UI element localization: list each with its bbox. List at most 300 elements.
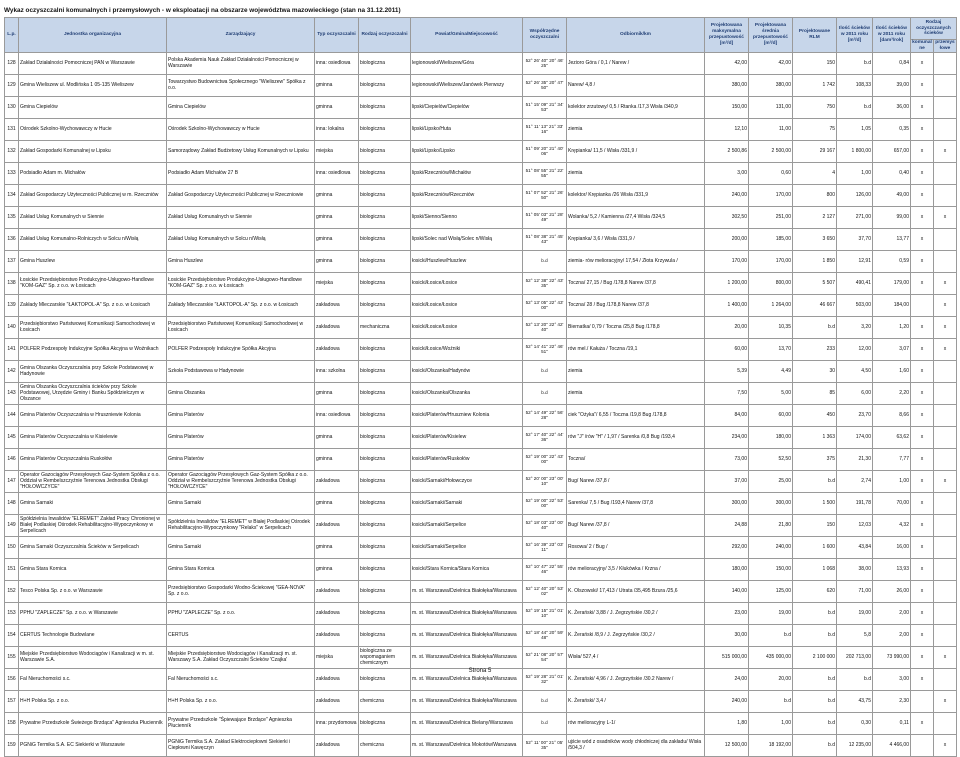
cell-rlm: 75 bbox=[793, 118, 837, 140]
cell-jednostka: Zakład Działalności Pomocniczej PAN w Warszawie bbox=[19, 52, 167, 74]
cell-przemyslowe bbox=[934, 448, 957, 470]
cell-proj-sr: 1 264,00 bbox=[749, 294, 793, 316]
cell-powiat: łosicki/Platerów/Ruskołów bbox=[411, 448, 523, 470]
cell-zarzadzajacy: Ośrodek Szkolno-Wychowawczy w Hucie bbox=[167, 118, 315, 140]
cell-rodzaj: biologiczna bbox=[359, 536, 411, 558]
cell-powiat: łosicki/Łosice/Łosice bbox=[411, 272, 523, 294]
cell-wspolrzedne: 51° 09' 20'' 21° 40' 06'' bbox=[523, 140, 567, 162]
table-row bbox=[5, 74, 957, 96]
cell-zarzadzajacy: Gmina Ciepielów bbox=[167, 96, 315, 118]
cell-przemyslowe bbox=[934, 382, 957, 404]
cell-rlm: 29 167 bbox=[793, 140, 837, 162]
cell-przemyslowe bbox=[934, 52, 957, 74]
cell-przemyslowe bbox=[934, 250, 957, 272]
cell-sciekow-dam3: 0,35 bbox=[873, 118, 911, 140]
cell-sciekow-m3: 174,00 bbox=[837, 426, 873, 448]
cell-wspolrzedne: 52° 17' 40'' 22° 44' 36'' bbox=[523, 426, 567, 448]
cell-sciekow-dam3: 8,66 bbox=[873, 404, 911, 426]
cell-powiat: łosicki/Sarnaki/Serpelice bbox=[411, 536, 523, 558]
cell-proj-max: 200,00 bbox=[705, 228, 749, 250]
cell-odbiornik: rów melioracyjny/ 3,5 / Kłukówka / Krzna / bbox=[567, 558, 705, 580]
table-row bbox=[5, 338, 957, 360]
cell-odbiornik: ciek "Ożyka"/ 6,55 / Toczna /19,8 Bug /178,8 bbox=[567, 404, 705, 426]
cell-proj-sr: 150,00 bbox=[749, 558, 793, 580]
cell-przemyslowe: x bbox=[934, 206, 957, 228]
cell-zarzadzajacy: PPHU "ZAPLECZE" Sp. z o.o. bbox=[167, 602, 315, 624]
cell-rlm: 620 bbox=[793, 580, 837, 602]
cell-jednostka: Gmina Platerów Oczyszczalnia Ruskołów bbox=[19, 448, 167, 470]
cell-typ: inna: osiedlowa bbox=[315, 404, 359, 426]
cell-sciekow-dam3: 3,00 bbox=[873, 668, 911, 690]
cell-zarzadzajacy: Przedsiębiorstwo Gospodarki Wodno-Ściekowej "GEA-NOVA" Sp. z o.o. bbox=[167, 580, 315, 602]
cell-odbiornik: Toczna/ bbox=[567, 448, 705, 470]
cell-rodzaj: biologiczna bbox=[359, 206, 411, 228]
cell-powiat: lipski/Rzeczniów/Rzeczniów bbox=[411, 184, 523, 206]
cell-sciekow-m3: 1,00 bbox=[837, 162, 873, 184]
cell-wspolrzedne: 51° 08' 38'' 21° 45' 43'' bbox=[523, 228, 567, 250]
cell-zarzadzajacy: Gmina Platerów bbox=[167, 404, 315, 426]
cell-zarzadzajacy: PGNiG Termika S.A. Zakład Elektrociepłowni Siekierki i Ciepłowni Kawęczyn bbox=[167, 734, 315, 756]
cell-sciekow-dam3: 99,00 bbox=[873, 206, 911, 228]
cell-rlm: b.d bbox=[793, 668, 837, 690]
cell-rodzaj: biologiczna bbox=[359, 294, 411, 316]
cell-powiat: łosicki/Huszlew/Huszlew bbox=[411, 250, 523, 272]
cell-komunalne: x bbox=[911, 272, 934, 294]
cell-jednostka: POLFER Podzespoły Indukcyjne Spółka Akcyjna w Woźnikach bbox=[19, 338, 167, 360]
col-header-typ: Typ oczyszczalni bbox=[315, 18, 359, 53]
cell-odbiornik: Rosowa/ 2 / Bug / bbox=[567, 536, 705, 558]
cell-proj-max: 1 200,00 bbox=[705, 272, 749, 294]
cell-wspolrzedne: 52° 14' 41'' 22° 46' 51'' bbox=[523, 338, 567, 360]
cell-typ: gminna bbox=[315, 536, 359, 558]
cell-sciekow-m3: b.d bbox=[837, 96, 873, 118]
cell-przemyslowe bbox=[934, 426, 957, 448]
cell-jednostka: Fal Nieruchomości s.c. bbox=[19, 668, 167, 690]
cell-lp: 154 bbox=[5, 624, 19, 646]
cell-komunalne: x bbox=[911, 404, 934, 426]
document-title: Wykaz oczyszczalni komunalnych i przemysłowych - w eksploatacji na obszarze województwa mazowieckiego (stan na 31.12.2011) bbox=[4, 7, 401, 14]
cell-proj-max: 170,00 bbox=[705, 250, 749, 272]
cell-komunalne: x bbox=[911, 668, 934, 690]
cell-sciekow-dam3: 2,00 bbox=[873, 602, 911, 624]
cell-sciekow-m3: 1,05 bbox=[837, 118, 873, 140]
cell-powiat: lipski/Sienno/Sienno bbox=[411, 206, 523, 228]
cell-odbiornik: ujście wód z osadników wody chłodniczej dla zakładu/ Wisła /504,3 / bbox=[567, 734, 705, 756]
cell-wspolrzedne: 51° 15' 09'' 21° 34' 53'' bbox=[523, 96, 567, 118]
cell-proj-max: 20,00 bbox=[705, 316, 749, 338]
cell-typ: inna: lokalna bbox=[315, 118, 359, 140]
cell-powiat: m. st. Warszawa/Dzielnica Białołęka/Warszawa bbox=[411, 668, 523, 690]
cell-odbiornik: Krępianka/ 11,5 / Wisła /331,9 / bbox=[567, 140, 705, 162]
cell-sciekow-dam3: 4 466,00 bbox=[873, 734, 911, 756]
cell-proj-max: 23,00 bbox=[705, 602, 749, 624]
cell-sciekow-m3: 4,50 bbox=[837, 360, 873, 382]
cell-komunalne: x bbox=[911, 536, 934, 558]
cell-proj-sr: 18 192,00 bbox=[749, 734, 793, 756]
cell-sciekow-dam3: 13,77 bbox=[873, 228, 911, 250]
cell-przemyslowe bbox=[934, 184, 957, 206]
cell-komunalne: x bbox=[911, 162, 934, 184]
cell-wspolrzedne: 52° 12' 38'' 22° 43' 35'' bbox=[523, 272, 567, 294]
cell-odbiornik: ziemia bbox=[567, 382, 705, 404]
cell-lp: 136 bbox=[5, 228, 19, 250]
cell-sciekow-m3: 43,84 bbox=[837, 536, 873, 558]
cell-sciekow-dam3: 0,40 bbox=[873, 162, 911, 184]
cell-powiat: m. st. Warszawa/Dzielnica Białołęka/Warszawa bbox=[411, 580, 523, 602]
table-row bbox=[5, 558, 957, 580]
cell-rlm: b.d bbox=[793, 734, 837, 756]
col-header-przemyslowe: przemysłowe bbox=[935, 40, 955, 51]
cell-proj-max: 60,00 bbox=[705, 338, 749, 360]
cell-lp: 158 bbox=[5, 712, 19, 734]
cell-proj-sr: 20,00 bbox=[749, 668, 793, 690]
table-row bbox=[5, 448, 957, 470]
cell-proj-max: 180,00 bbox=[705, 558, 749, 580]
cell-typ: gminna bbox=[315, 96, 359, 118]
cell-odbiornik: rów melioracyjny L-1/ bbox=[567, 712, 705, 734]
cell-zarzadzajacy: Miejskie Przedsiębiorstwo Wodociągów i Kanalizacji m. st. Warszawy S.A. Zakład Oczyszczalni Ścieków 'Czajka' bbox=[167, 646, 315, 668]
cell-typ: gminna bbox=[315, 74, 359, 96]
cell-rlm: 5 507 bbox=[793, 272, 837, 294]
table-row bbox=[5, 206, 957, 228]
cell-rlm: 150 bbox=[793, 52, 837, 74]
cell-proj-sr: 21,80 bbox=[749, 514, 793, 536]
cell-wspolrzedne: 51° 08' 55'' 21° 22' 55'' bbox=[523, 162, 567, 184]
cell-rodzaj: biologiczna bbox=[359, 228, 411, 250]
cell-rodzaj: biologiczna bbox=[359, 272, 411, 294]
cell-przemyslowe: x bbox=[934, 140, 957, 162]
cell-powiat: łosicki/Łosice/Woźniki bbox=[411, 338, 523, 360]
cell-powiat: m. st. Warszawa/Dzielnica Białołęka/Warszawa bbox=[411, 624, 523, 646]
cell-sciekow-m3: 43,75 bbox=[837, 690, 873, 712]
cell-sciekow-dam3: 39,00 bbox=[873, 74, 911, 96]
cell-wspolrzedne: 52° 20' 00'' 23° 00' 10'' bbox=[523, 470, 567, 492]
cell-odbiornik: rów "J" /rów "H" / 1,97 / Sarenka /0,8 Bug /193,4 bbox=[567, 426, 705, 448]
cell-zarzadzajacy: Przedsiębiorstwo Państwowej Komunikacji Samochodowej w Łosicach bbox=[167, 316, 315, 338]
cell-rodzaj: biologiczna bbox=[359, 470, 411, 492]
cell-sciekow-dam3: 0,84 bbox=[873, 52, 911, 74]
cell-rlm: 2 100 000 bbox=[793, 646, 837, 668]
cell-przemyslowe bbox=[934, 492, 957, 514]
cell-powiat: legionowski/Wieliszew/Janówek Pierwszy bbox=[411, 74, 523, 96]
col-header-komunalne: komunalne bbox=[912, 40, 932, 51]
cell-komunalne: x bbox=[911, 74, 934, 96]
cell-wspolrzedne: 52° 26' 40'' 20° 46' 25'' bbox=[523, 52, 567, 74]
cell-lp: 159 bbox=[5, 734, 19, 756]
cell-zarzadzajacy: POLFER Podzespoły Indukcyjne Spółka Akcyjna bbox=[167, 338, 315, 360]
cell-komunalne: x bbox=[911, 492, 934, 514]
cell-proj-sr: 800,00 bbox=[749, 272, 793, 294]
cell-jednostka: PPHU "ZAPLECZE" Sp. z o.o. w Warszawie bbox=[19, 602, 167, 624]
cell-lp: 140 bbox=[5, 316, 19, 338]
cell-komunalne: x bbox=[911, 118, 934, 140]
cell-proj-sr: 185,00 bbox=[749, 228, 793, 250]
cell-komunalne: x bbox=[911, 228, 934, 250]
cell-proj-max: 1,80 bbox=[705, 712, 749, 734]
cell-komunalne: x bbox=[911, 426, 934, 448]
cell-przemyslowe bbox=[934, 74, 957, 96]
cell-typ: gminna bbox=[315, 382, 359, 404]
cell-przemyslowe: x bbox=[934, 734, 957, 756]
cell-proj-sr: 10,35 bbox=[749, 316, 793, 338]
cell-zarzadzajacy: Spółdzielnia Inwalidów "ELREMET" w Białej Podlaskiej Ośrodek Rehabilitacyjno-Wypoczynkowy "Relaks" w Serpelicach bbox=[167, 514, 315, 536]
cell-proj-sr: 13,70 bbox=[749, 338, 793, 360]
cell-typ: zakładowa bbox=[315, 668, 359, 690]
cell-jednostka: Gmina Huszlew bbox=[19, 250, 167, 272]
cell-odbiornik: ziemia bbox=[567, 162, 705, 184]
col-header-sciekow-m3: Ilość ścieków w 2011 roku [m³/d] bbox=[837, 18, 873, 53]
cell-wspolrzedne: 51° 05' 03'' 21° 28' 49'' bbox=[523, 206, 567, 228]
cell-sciekow-dam3: 16,00 bbox=[873, 536, 911, 558]
cell-wspolrzedne: 52° 11' 00'' 21° 05' 35'' bbox=[523, 734, 567, 756]
cell-proj-sr: 380,00 bbox=[749, 74, 793, 96]
cell-zarzadzajacy: Towarzystwo Budownictwa Społecznego "Wieliszew" Spółka z o.o. bbox=[167, 74, 315, 96]
col-header-proj-max: Projektowana maksymalna przepustowość [m³/d] bbox=[705, 18, 749, 53]
cell-lp: 157 bbox=[5, 690, 19, 712]
cell-rlm: 375 bbox=[793, 448, 837, 470]
cell-jednostka: Gmina Sarnaki Oczyszczalnia Ścieków w Serpelicach bbox=[19, 536, 167, 558]
cell-przemyslowe bbox=[934, 536, 957, 558]
cell-przemyslowe: x bbox=[934, 272, 957, 294]
cell-typ: gminna bbox=[315, 250, 359, 272]
cell-rlm: 1 850 bbox=[793, 250, 837, 272]
cell-sciekow-dam3: 0,11 bbox=[873, 712, 911, 734]
cell-wspolrzedne: 52° 13' 20'' 22° 42' 40'' bbox=[523, 316, 567, 338]
cell-powiat: m. st. Warszawa/Dzielnica Mokotów/Warszawa bbox=[411, 734, 523, 756]
cell-lp: 133 bbox=[5, 162, 19, 184]
cell-sciekow-m3: 12,03 bbox=[837, 514, 873, 536]
cell-lp: 148 bbox=[5, 492, 19, 514]
cell-sciekow-dam3: 1,60 bbox=[873, 360, 911, 382]
cell-typ: miejska bbox=[315, 140, 359, 162]
cell-proj-max: 5,39 bbox=[705, 360, 749, 382]
cell-jednostka: Spółdzielnia Inwalidów "ELREMET" Zakład Pracy Chronionej w Białej Podlaskiej Ośrodek Rehabilitacyjno-Wypoczynkowy w Serpelicach bbox=[19, 514, 167, 536]
cell-powiat: łosicki/Stara Kornica/Stara Kornica bbox=[411, 558, 523, 580]
cell-wspolrzedne: 52° 18' 44'' 20° 59' 48'' bbox=[523, 624, 567, 646]
cell-lp: 137 bbox=[5, 250, 19, 272]
cell-powiat: lipski/Lipsko/Huta bbox=[411, 118, 523, 140]
cell-jednostka: PGNiG Termika S.A. EC Siekierki w Warszawie bbox=[19, 734, 167, 756]
cell-komunalne: x bbox=[911, 448, 934, 470]
cell-wspolrzedne: 52° 26' 35'' 20° 47' 50'' bbox=[523, 74, 567, 96]
cell-zarzadzajacy: Zakład Usług Komunalnych w Siennie bbox=[167, 206, 315, 228]
cell-rlm: 30 bbox=[793, 360, 837, 382]
cell-typ: zakładowa bbox=[315, 690, 359, 712]
cell-rodzaj: biologiczna bbox=[359, 338, 411, 360]
cell-proj-max: 30,00 bbox=[705, 624, 749, 646]
cell-zarzadzajacy: Łosickie Przedsiębiorstwo Produkcyjno-Usługowo-Handlowe "KOM-GAZ" Sp. z o.o. w Łosicach bbox=[167, 272, 315, 294]
cell-proj-sr: 19,00 bbox=[749, 602, 793, 624]
cell-komunalne: x bbox=[911, 646, 934, 668]
cell-typ: inna: przydomowa bbox=[315, 712, 359, 734]
cell-przemyslowe: x bbox=[934, 316, 957, 338]
cell-lp: 135 bbox=[5, 206, 19, 228]
cell-sciekow-dam3: 73 990,00 bbox=[873, 646, 911, 668]
cell-rodzaj: biologiczna bbox=[359, 426, 411, 448]
cell-wspolrzedne: 52° 10' 47'' 22° 55' 46'' bbox=[523, 558, 567, 580]
cell-komunalne: x bbox=[911, 206, 934, 228]
table-row bbox=[5, 624, 957, 646]
cell-proj-max: 12,10 bbox=[705, 118, 749, 140]
cell-typ: gminna bbox=[315, 206, 359, 228]
cell-komunalne: x bbox=[911, 602, 934, 624]
table-row bbox=[5, 602, 957, 624]
table-row bbox=[5, 404, 957, 426]
cell-lp: 144 bbox=[5, 404, 19, 426]
cell-rodzaj: biologiczna bbox=[359, 668, 411, 690]
cell-lp: 151 bbox=[5, 558, 19, 580]
cell-proj-max: 515 000,00 bbox=[705, 646, 749, 668]
cell-lp: 156 bbox=[5, 668, 19, 690]
cell-sciekow-dam3: 184,00 bbox=[873, 294, 911, 316]
cell-proj-max: 240,00 bbox=[705, 184, 749, 206]
cell-lp: 150 bbox=[5, 536, 19, 558]
table-row bbox=[5, 250, 957, 272]
cell-odbiornik: ziemia bbox=[567, 360, 705, 382]
cell-proj-max: 73,00 bbox=[705, 448, 749, 470]
cell-powiat: legionowski/Wieliszew/Góra bbox=[411, 52, 523, 74]
table-row bbox=[5, 162, 957, 184]
cell-przemyslowe: x bbox=[934, 690, 957, 712]
cell-proj-sr: 131,00 bbox=[749, 96, 793, 118]
cell-lp: 147 bbox=[5, 470, 19, 492]
cell-proj-max: 24,00 bbox=[705, 668, 749, 690]
cell-przemyslowe bbox=[934, 580, 957, 602]
cell-powiat: łosicki/Platerów/Kisielew bbox=[411, 426, 523, 448]
cell-proj-sr: 240,00 bbox=[749, 536, 793, 558]
cell-proj-sr: 170,00 bbox=[749, 250, 793, 272]
cell-wspolrzedne: 52° 12' 40'' 20° 53' 02'' bbox=[523, 580, 567, 602]
cell-typ: zakładowa bbox=[315, 602, 359, 624]
cell-wspolrzedne: 51° 07' 52'' 21° 26' 50'' bbox=[523, 184, 567, 206]
cell-typ: zakładowa bbox=[315, 624, 359, 646]
cell-odbiornik: Narew/ 4,8 / bbox=[567, 74, 705, 96]
cell-odbiornik: Toczna/ 27,15 / Bug /178,8 Narew /37,8 bbox=[567, 272, 705, 294]
cell-proj-sr: b.d bbox=[749, 624, 793, 646]
cell-wspolrzedne: b.d bbox=[523, 382, 567, 404]
cell-sciekow-dam3: 36,00 bbox=[873, 96, 911, 118]
cell-przemyslowe: x bbox=[934, 646, 957, 668]
cell-powiat: łosicki/Sarnaki/Serpelice bbox=[411, 514, 523, 536]
cell-komunalne: x bbox=[911, 558, 934, 580]
cell-wspolrzedne: 52° 13' 05'' 22° 43' 00'' bbox=[523, 294, 567, 316]
cell-sciekow-m3: 5,8 bbox=[837, 624, 873, 646]
cell-jednostka: Gmina Wieliszew ul. Modlińska 1 05-135 Wieliszew bbox=[19, 74, 167, 96]
cell-proj-sr: 125,00 bbox=[749, 580, 793, 602]
cell-rlm: 1 500 bbox=[793, 492, 837, 514]
cell-sciekow-m3: 490,41 bbox=[837, 272, 873, 294]
col-header-jednostka: Jednostka organizacyjna bbox=[19, 18, 167, 53]
cell-odbiornik: K. Żerański/ 4,96 / J. Zegrzyńskie /30.2 Narew / bbox=[567, 668, 705, 690]
cell-przemyslowe: x bbox=[934, 470, 957, 492]
col-header-odbiornik: Odbiornik/km bbox=[567, 18, 705, 53]
cell-sciekow-m3: 126,00 bbox=[837, 184, 873, 206]
cell-zarzadzajacy: Gmina Sarnaki bbox=[167, 492, 315, 514]
cell-powiat: m. st. Warszawa/Dzielnica Bielany/Warszawa bbox=[411, 712, 523, 734]
cell-jednostka: Zakład Usług Komunalnych w Siennie bbox=[19, 206, 167, 228]
cell-typ: inna: osiedlowa bbox=[315, 162, 359, 184]
table-row bbox=[5, 712, 957, 734]
cell-zarzadzajacy: Gmina Huszlew bbox=[167, 250, 315, 272]
cell-proj-sr: 180,00 bbox=[749, 426, 793, 448]
cell-sciekow-dam3: 179,00 bbox=[873, 272, 911, 294]
cell-sciekow-dam3: 2,30 bbox=[873, 690, 911, 712]
cell-sciekow-m3: 23,70 bbox=[837, 404, 873, 426]
cell-komunalne: x bbox=[911, 316, 934, 338]
cell-proj-max: 84,00 bbox=[705, 404, 749, 426]
col-header-proj-sr: Projektowana średnia przepustowość [m³/d] bbox=[749, 18, 793, 53]
cell-komunalne: x bbox=[911, 712, 934, 734]
cell-lp: 132 bbox=[5, 140, 19, 162]
cell-przemyslowe bbox=[934, 514, 957, 536]
cell-powiat: lipski/Solec nad Wisłą/Solec n/Wisłą bbox=[411, 228, 523, 250]
cell-zarzadzajacy: H+H Polska Sp. z o.o. bbox=[167, 690, 315, 712]
cell-sciekow-m3: 71,00 bbox=[837, 580, 873, 602]
cell-rlm: b.d bbox=[793, 624, 837, 646]
cell-powiat: m. st. Warszawa/Dzielnica Białołęka/Warszawa bbox=[411, 690, 523, 712]
cell-proj-sr: 42,00 bbox=[749, 52, 793, 74]
cell-odbiornik: Krępianka/ 3,6 / Wisła /331,9 / bbox=[567, 228, 705, 250]
cell-rodzaj: biologiczna bbox=[359, 624, 411, 646]
cell-proj-max: 37,00 bbox=[705, 470, 749, 492]
cell-lp: 143 bbox=[5, 382, 19, 404]
cell-rlm: 750 bbox=[793, 96, 837, 118]
cell-typ: inna: szkolna bbox=[315, 360, 359, 382]
cell-sciekow-m3: 191,78 bbox=[837, 492, 873, 514]
cell-sciekow-m3: 6,00 bbox=[837, 382, 873, 404]
cell-komunalne: x bbox=[911, 360, 934, 382]
cell-zarzadzajacy: Zakład Gospodarczy Użyteczności Publicznej w Rzeczniowie bbox=[167, 184, 315, 206]
cell-lp: 131 bbox=[5, 118, 19, 140]
cell-komunalne: x bbox=[911, 470, 934, 492]
cell-rodzaj: biologiczna bbox=[359, 448, 411, 470]
cell-proj-sr: 435 000,00 bbox=[749, 646, 793, 668]
cell-proj-max: 7,50 bbox=[705, 382, 749, 404]
cell-sciekow-dam3: 0,59 bbox=[873, 250, 911, 272]
cell-przemyslowe bbox=[934, 558, 957, 580]
cell-komunalne: x bbox=[911, 624, 934, 646]
cell-lp: 142 bbox=[5, 360, 19, 382]
cell-wspolrzedne: 52° 19' 00'' 22° 43' 00'' bbox=[523, 448, 567, 470]
cell-odbiornik: Biernatka/ 0,79 / Toczna /25,8 Bug /178,8 bbox=[567, 316, 705, 338]
table-row bbox=[5, 272, 957, 294]
cell-rlm: b.d bbox=[793, 470, 837, 492]
cell-przemyslowe bbox=[934, 624, 957, 646]
cell-typ: miejska bbox=[315, 272, 359, 294]
cell-lp: 128 bbox=[5, 52, 19, 74]
cell-odbiornik: rów mel./ Kałuża / Toczna /19,1 bbox=[567, 338, 705, 360]
cell-sciekow-m3: 12 235,00 bbox=[837, 734, 873, 756]
cell-rodzaj: biologiczna bbox=[359, 492, 411, 514]
cell-sciekow-dam3: 2,20 bbox=[873, 382, 911, 404]
cell-proj-max: 150,00 bbox=[705, 96, 749, 118]
cell-zarzadzajacy: CERTUS bbox=[167, 624, 315, 646]
cell-lp: 138 bbox=[5, 272, 19, 294]
cell-sciekow-m3: b.d bbox=[837, 52, 873, 74]
cell-jednostka: Przedsiębiorstwo Państwowej Komunikacji Samochodowej w Łosicach bbox=[19, 316, 167, 338]
cell-wspolrzedne: 52° 21' 08'' 20° 57' 54'' bbox=[523, 646, 567, 668]
cell-proj-max: 24,88 bbox=[705, 514, 749, 536]
cell-typ: zakładowa bbox=[315, 734, 359, 756]
cell-proj-max: 2 500,86 bbox=[705, 140, 749, 162]
cell-sciekow-dam3: 4,32 bbox=[873, 514, 911, 536]
cell-komunalne: x bbox=[911, 140, 934, 162]
cell-rodzaj: biologiczna bbox=[359, 580, 411, 602]
cell-przemyslowe: x bbox=[934, 294, 957, 316]
cell-zarzadzajacy: Szkoła Podstawowa w Hadynowie bbox=[167, 360, 315, 382]
cell-wspolrzedne: 52° 19' 15'' 21° 01' 10'' bbox=[523, 602, 567, 624]
cell-proj-max: 300,00 bbox=[705, 492, 749, 514]
